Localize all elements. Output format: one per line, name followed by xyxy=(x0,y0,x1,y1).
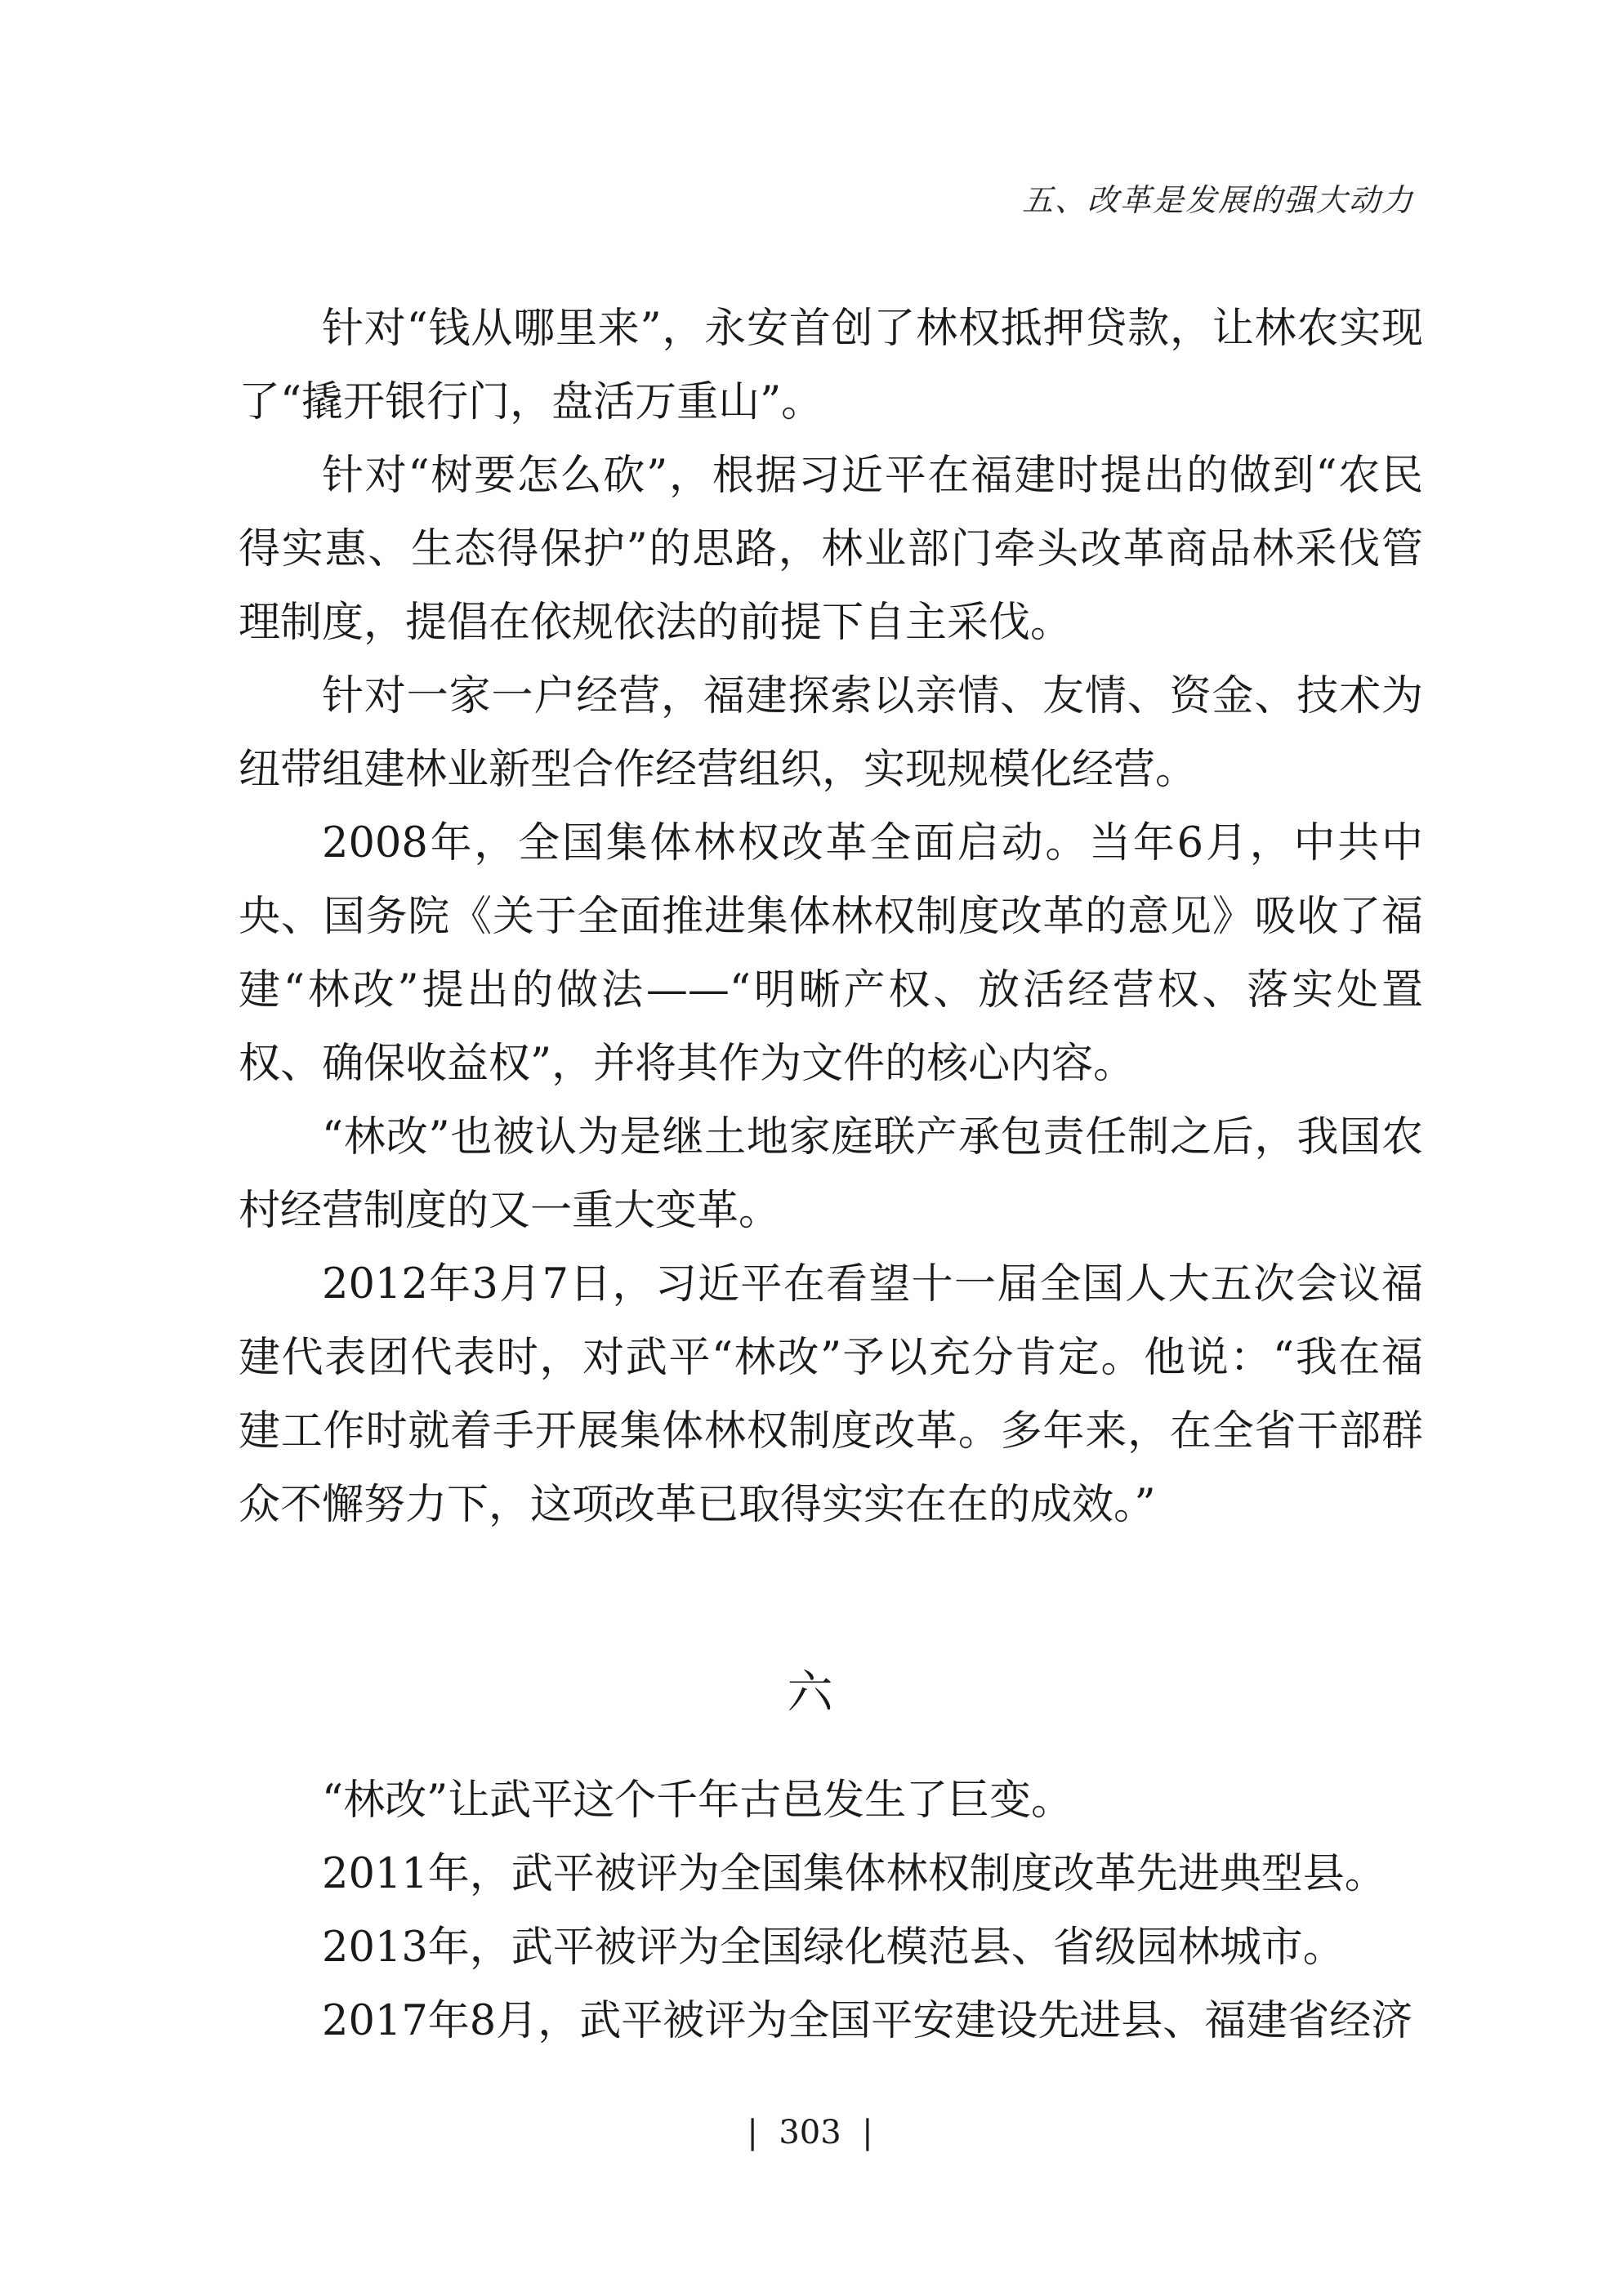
paragraph: 2008年，全国集体林权改革全面启动。当年6月，中共中央、国务院《关于全面推进集体林权制度改革的意见》吸收了福建“林改”提出的做法——“明晰产权、放活经营权、落实处置权、确保收益权”，并将其作为文件的核心内容。 xyxy=(239,819,1423,1088)
running-header: 五、改革是发展的强大动力 xyxy=(1021,182,1414,218)
section-paragraph: 2017年8月，武平被评为全国平安建设先进县、福建省经济 xyxy=(322,1997,1413,2045)
paragraph: “林改”也被认为是继土地家庭联产承包责任制之后，我国农村经营制度的又一重大变革。 xyxy=(239,1113,1423,1235)
main-text xyxy=(239,292,1423,1542)
section-paragraph: 2011年，武平被评为全国集体林权制度改革先进典型县。 xyxy=(322,1850,1386,1898)
paragraph: 针对“树要怎么砍”，根据习近平在福建时提出的做到“农民得实惠、生态得保护”的思路，林业部门牵头改革商品林采伐管理制度，提倡在依规依法的前提下自主采伐。 xyxy=(239,452,1423,647)
section-paragraph: “林改”让武平这个千年古邑发生了巨变。 xyxy=(322,1777,1073,1825)
paragraph: 针对一家一户经营，福建探索以亲情、友情、资金、技术为纽带组建林业新型合作经营组织，实现规模化经营。 xyxy=(239,672,1423,794)
section-text xyxy=(239,1764,1423,2058)
section-paragraph: 2013年，武平被评为全国绿化模范县、省级园林城市。 xyxy=(322,1924,1345,1972)
section-number: 六 xyxy=(787,1666,833,1719)
paragraph: 针对“钱从哪里来”，永安首创了林权抵押贷款，让林农实现了“撬开银行门，盘活万重山”。 xyxy=(239,305,1423,426)
paragraph: 2012年3月7日，习近平在看望十一届全国人大五次会议福建代表团代表时，对武平“林改”予以充分肯定。他说：“我在福建工作时就着手开展集体林权制度改革。多年来，在全省干部群众不懈努力下，这项改革已取得实实在在的成效。” xyxy=(239,1260,1423,1529)
page-number: | 303 | xyxy=(747,2114,873,2151)
